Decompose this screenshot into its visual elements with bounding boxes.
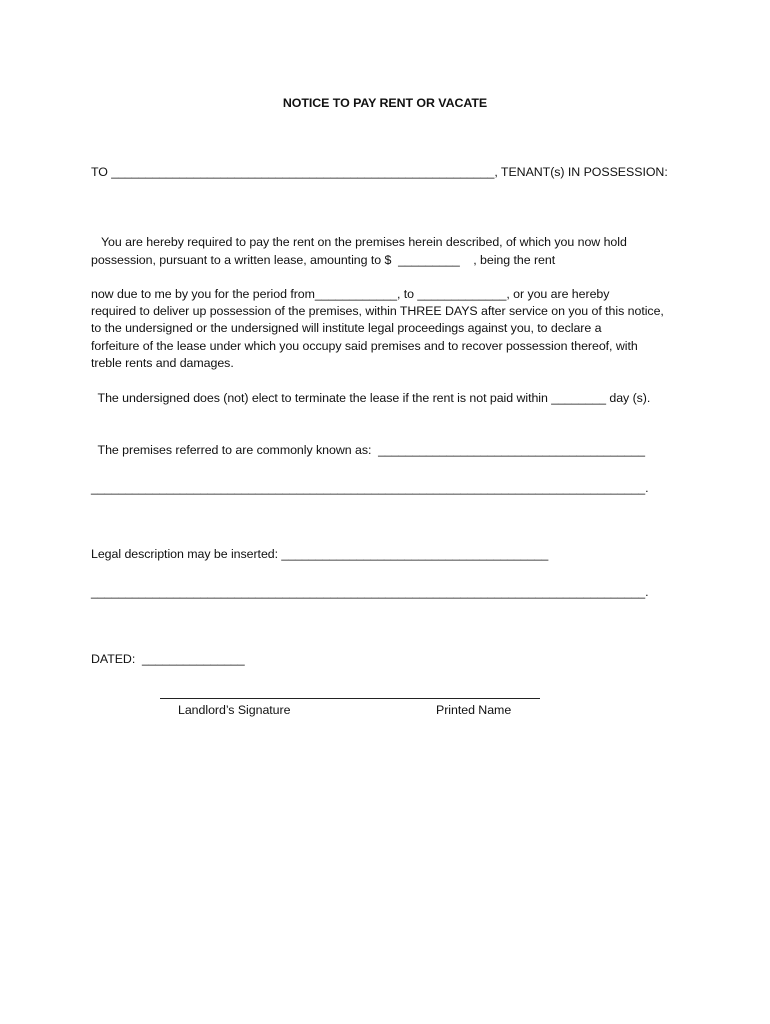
terminate-clause: The undersigned does (not) elect to terminate the lease if the rent is not paid within ________ day (s). xyxy=(91,391,651,405)
rent-paragraph-line-2: possession, pursuant to a written lease, amounting to $ _________ , being the rent xyxy=(91,253,556,267)
premises-line: The premises referred to are commonly known as: _______________________________________ xyxy=(91,443,645,457)
signature-rule xyxy=(160,698,540,699)
tenant-line: TO ________________________________________________________, TENANT(s) IN POSSESSION: xyxy=(91,165,668,179)
period-paragraph-line-2: required to deliver up possession of the premises, within THREE DAYS after service on you of this notice, xyxy=(91,304,664,318)
period-paragraph-line-3: to the undersigned or the undersigned will institute legal proceedings against you, to declare a xyxy=(91,321,602,335)
printed-name-label: Printed Name xyxy=(436,703,512,717)
period-paragraph-line-4: forfeiture of the lease under which you occupy said premises and to recover possession thereof, with xyxy=(91,339,638,353)
document-title: NOTICE TO PAY RENT OR VACATE xyxy=(282,96,488,110)
rent-paragraph-line-1: You are hereby required to pay the rent on the premises herein described, of which you now hold xyxy=(91,235,627,249)
period-paragraph-line-5: treble rents and damages. xyxy=(91,356,234,370)
landlord-signature-label: Landlord’s Signature xyxy=(178,703,291,717)
legal-description-line: Legal description may be inserted: _______________________________________ xyxy=(91,547,549,561)
period-paragraph-line-1: now due to me by you for the period from____________, to _____________, or you are hereby xyxy=(91,287,610,301)
premises-continuation-line: _________________________________________________________________________________. xyxy=(91,481,649,495)
legal-description-continuation-line: _________________________________________________________________________________. xyxy=(91,585,649,599)
dated-line: DATED: _______________ xyxy=(91,652,245,666)
